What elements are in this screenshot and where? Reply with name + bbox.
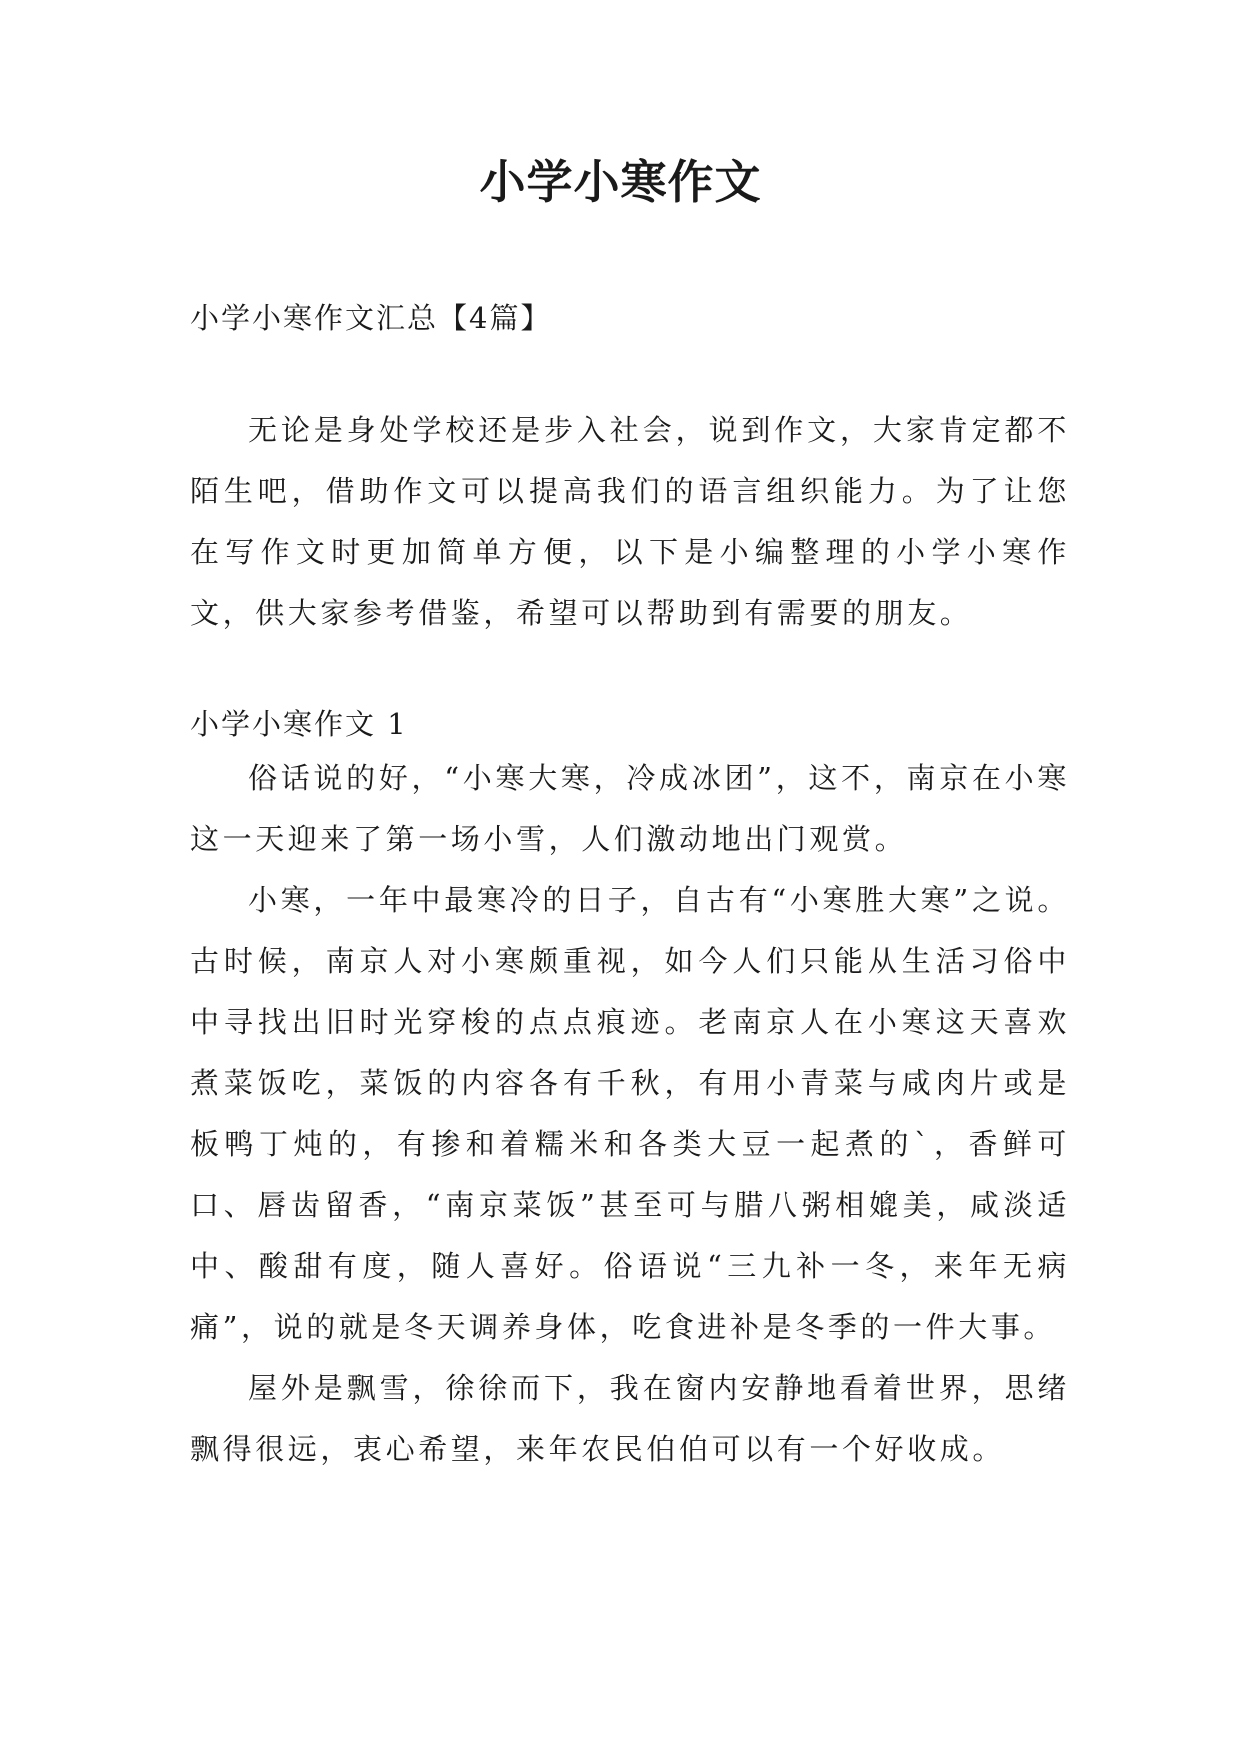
document-title: 小学小寒作文 [479, 155, 762, 209]
intro-paragraph: 无论是身处学校还是步入社会，说到作文，大家肯定都不陌生吧，借助作文可以提高我们的语言组织能力。为了让您在写作文时更加简单方便，以下是小编整理的小学小寒作文，供大家参考借鉴，希望可以帮助到有需要的朋友。 [190, 413, 1070, 630]
body-paragraph: 小寒，一年中最寒冷的日子，自古有“小寒胜大寒”之说。古时候，南京人对小寒颇重视，如今人们只能从生活习俗中中寻找出旧时光穿梭的点点痕迹。老南京人在小寒这天喜欢煮菜饭吃，菜饭的内容各有千秋，有用小青菜与咸肉片或是板鸭丁炖的，有掺和着糯米和各类大豆一起煮的`，香鲜可口、唇齿留香，“南京菜饭”甚至可与腊八粥相媲美，咸淡适中、酸甜有度，随人喜好。俗语说“三九补一冬，来年无病痛”，说的就是冬天调养身体，吃食进补是冬季的一件大事。 [190, 883, 1070, 1344]
section-heading: 小学小寒作文 1 [190, 707, 408, 741]
body-paragraph: 俗话说的好，“小寒大寒，冷成冰团”，这不，南京在小寒这一天迎来了第一场小雪，人们激动地出门观赏。 [190, 761, 1070, 856]
body-paragraph: 屋外是飘雪，徐徐而下，我在窗内安静地看着世界，思绪飘得很远，衷心希望，来年农民伯伯可以有一个好收成。 [190, 1371, 1070, 1466]
document-subtitle: 小学小寒作文汇总【4篇】 [190, 301, 552, 335]
